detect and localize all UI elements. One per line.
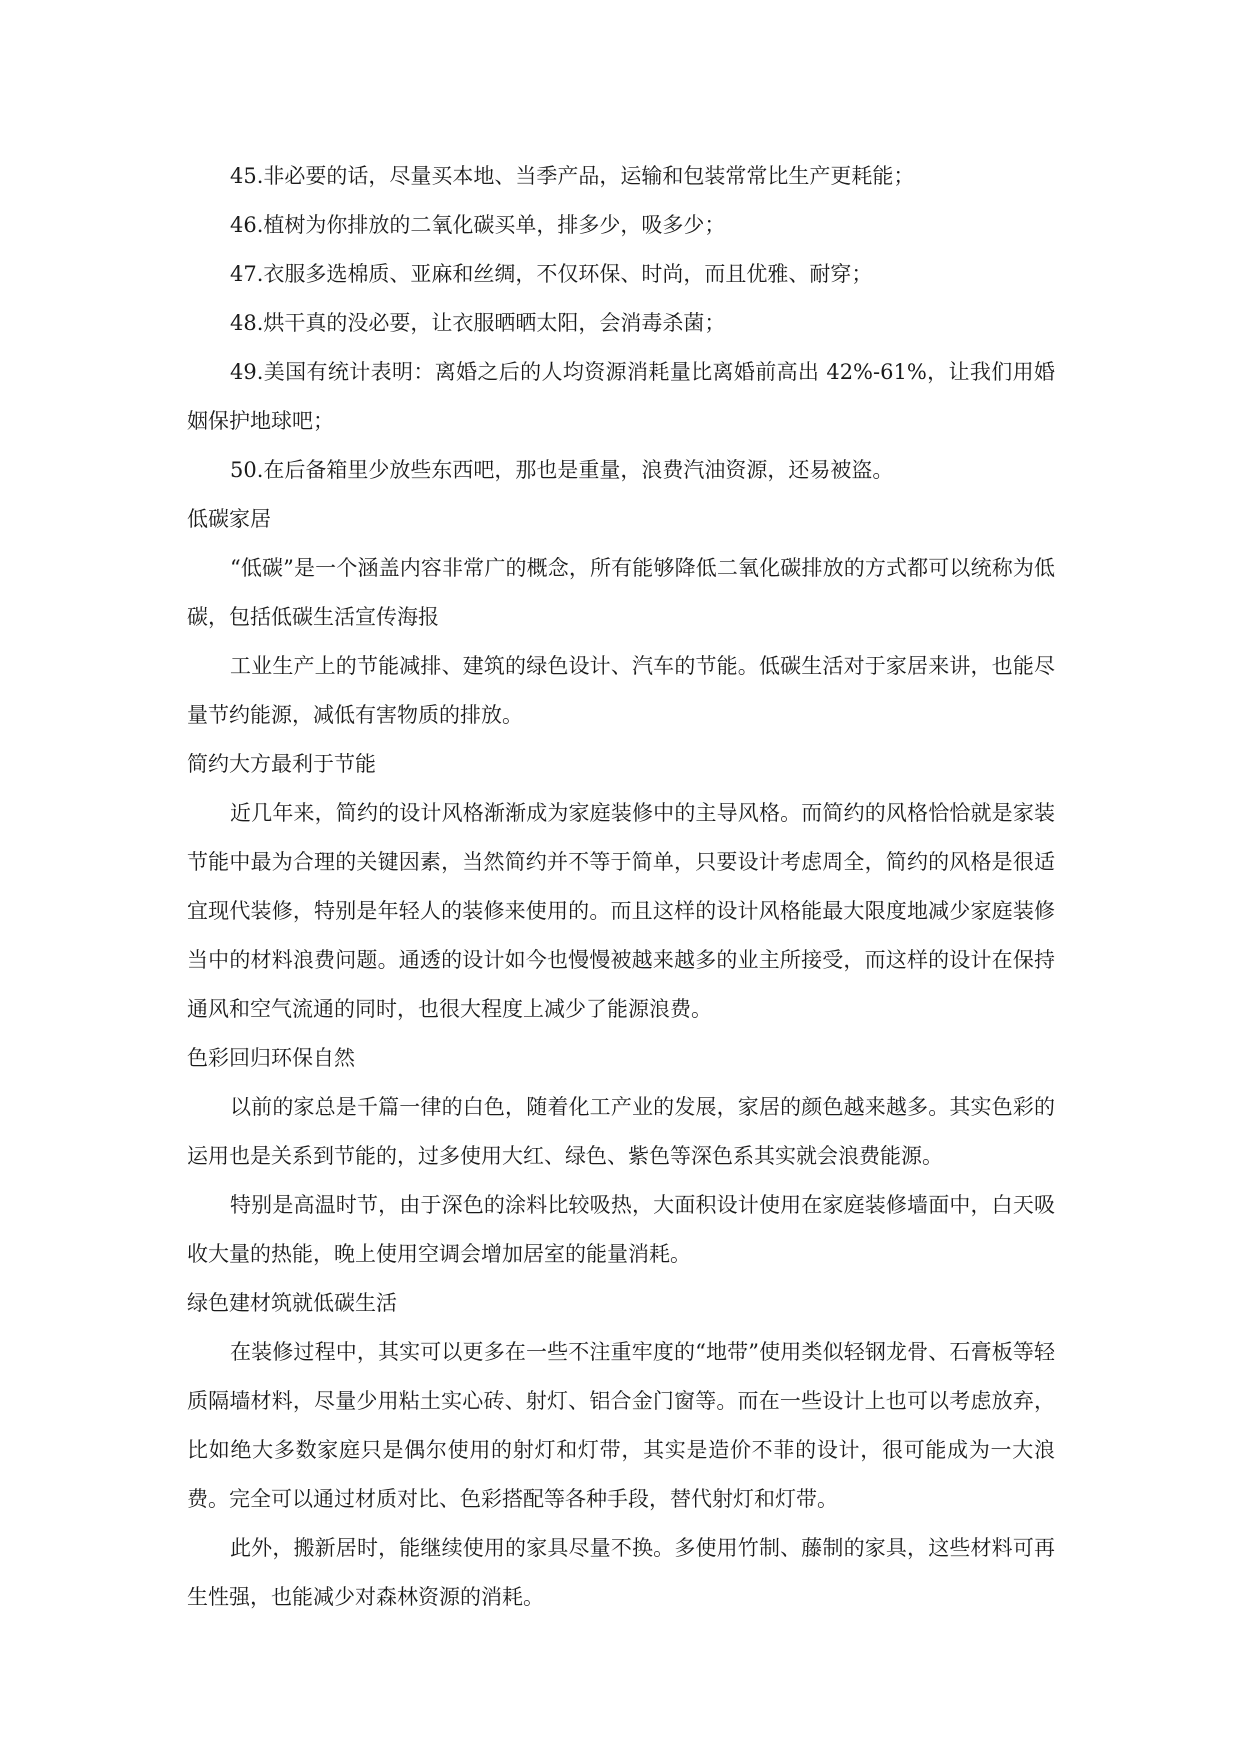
paragraph: 47.衣服多选棉质、亚麻和丝绸，不仅环保、时尚，而且优雅、耐穿； [230,262,873,286]
paragraph: 工业生产上的节能减排、建筑的绿色设计、汽车的节能。低碳生活对于家居来讲，也能尽量节约能源，减低有害物质的排放。 [187,654,1055,727]
paragraph: “低碳”是一个涵盖内容非常广的概念，所有能够降低二氧化碳排放的方式都可以统称为低碳，包括低碳生活宣传海报 [187,556,1055,629]
section-heading: 色彩回归环保自然 [187,1046,355,1070]
document-page [187,152,1055,1622]
paragraph: 49.美国有统计表明：离婚之后的人均资源消耗量比离婚前高出 42%-61%，让我们用婚姻保护地球吧； [187,360,1055,433]
section-heading: 低碳家居 [187,507,271,531]
paragraph: 48.烘干真的没必要，让衣服晒晒太阳，会消毒杀菌； [230,311,726,335]
paragraph: 50.在后备箱里少放些东西吧，那也是重量，浪费汽油资源，还易被盗。 [230,458,894,482]
paragraph: 45.非必要的话，尽量买本地、当季产品，运输和包装常常比生产更耗能； [230,164,915,188]
paragraph: 以前的家总是千篇一律的白色，随着化工产业的发展，家居的颜色越来越多。其实色彩的运用也是关系到节能的，过多使用大红、绿色、紫色等深色系其实就会浪费能源。 [187,1095,1055,1168]
paragraph: 此外，搬新居时，能继续使用的家具尽量不换。多使用竹制、藤制的家具，这些材料可再生性强，也能减少对森林资源的消耗。 [187,1536,1055,1609]
paragraph: 近几年来，简约的设计风格渐渐成为家庭装修中的主导风格。而简约的风格恰恰就是家装节能中最为合理的关键因素，当然简约并不等于简单，只要设计考虑周全，简约的风格是很适宜现代装修，特别是年轻人的装修来使用的。而且这样的设计风格能最大限度地减少家庭装修当中的材料浪费问题。通透的设计如今也慢慢被越来越多的业主所接受，而这样的设计在保持通风和空气流通的同时，也很大程度上减少了能源浪费。 [187,801,1055,1021]
paragraph: 特别是高温时节，由于深色的涂料比较吸热，大面积设计使用在家庭装修墙面中，白天吸收大量的热能，晚上使用空调会增加居室的能量消耗。 [187,1193,1055,1266]
section-heading: 简约大方最利于节能 [187,752,376,776]
paragraph: 46.植树为你排放的二氧化碳买单，排多少，吸多少； [230,213,726,237]
section-heading: 绿色建材筑就低碳生活 [187,1291,397,1315]
paragraph: 在装修过程中，其实可以更多在一些不注重牢度的“地带”使用类似轻钢龙骨、石膏板等轻质隔墙材料，尽量少用粘土实心砖、射灯、铝合金门窗等。而在一些设计上也可以考虑放弃，比如绝大多数家庭只是偶尔使用的射灯和灯带，其实是造价不菲的设计，很可能成为一大浪费。完全可以通过材质对比、色彩搭配等各种手段，替代射灯和灯带。 [187,1340,1055,1511]
